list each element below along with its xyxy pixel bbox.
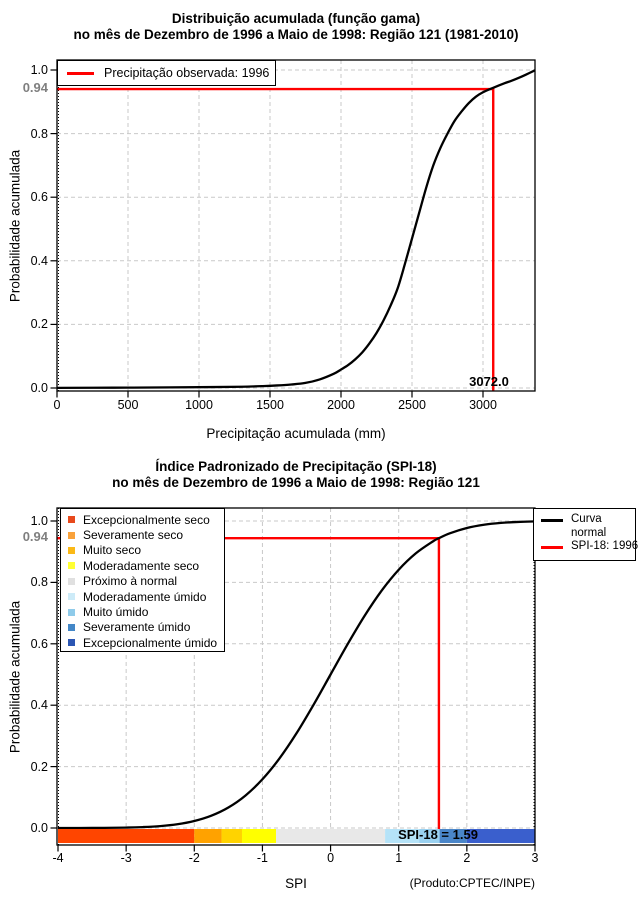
top-y-tick-label: 0.0 — [30, 381, 48, 395]
top-y-tick-label: 0.4 — [30, 253, 48, 268]
top-chart-title-line2: no mês de Dezembro de 1996 a Maio de 1998: Região 121 (1981-2010) — [73, 27, 519, 42]
category-color-swatch — [68, 516, 75, 523]
top-x-axis-label: Precipitação acumulada (mm) — [206, 426, 386, 441]
spi-category-legend — [60, 508, 225, 652]
bottom-y-tick-label: 0.4 — [30, 698, 48, 713]
observed-line-sample — [67, 72, 94, 75]
bottom-x-axis-label: SPI — [285, 876, 307, 891]
bottom-chart-title-line1: Índice Padronizado de Precipitação (SPI-18) — [155, 459, 437, 474]
bottom-y-axis-label: Probabilidade acumulada — [7, 600, 23, 754]
legend-item — [61, 512, 224, 527]
category-label: Severamente úmido — [83, 620, 191, 635]
category-color-swatch — [68, 547, 75, 554]
curve-legend-entry — [534, 540, 639, 554]
bottom-x-tick-label: 1 — [395, 851, 403, 865]
category-color-swatch — [68, 609, 75, 616]
category-color-swatch — [68, 593, 75, 600]
top-y-axis-label: Probabilidade acumulada — [7, 149, 23, 303]
bottom-x-tick-label: 3 — [531, 851, 539, 865]
top-x-tick-label: 2000 — [327, 398, 355, 412]
top-x-tick-label: 1000 — [185, 398, 213, 412]
category-label: Severamente seco — [83, 528, 184, 543]
category-color-swatch — [68, 562, 75, 569]
legend-item — [61, 527, 224, 542]
top-x-tick-label: 0 — [53, 398, 61, 412]
top-legend-label: Precipitação observada: 1996 — [104, 66, 270, 80]
top-y-tick-label: 0.6 — [30, 190, 48, 205]
top-y-tick-label: 1.0 — [30, 63, 48, 77]
bottom-x-tick-label: -2 — [188, 851, 200, 865]
bottom-observed-probability-label: 0.94 — [22, 529, 48, 544]
bottom-y-tick-label: 0.6 — [30, 636, 48, 651]
bottom-x-tick-label: -4 — [52, 851, 64, 865]
top-y-tick-label: 0.2 — [30, 317, 48, 332]
bottom-y-tick-label: 1.0 — [30, 514, 48, 528]
top-x-tick-label: 3000 — [469, 398, 497, 412]
bottom-x-tick-label: -1 — [256, 851, 268, 865]
category-color-swatch — [68, 578, 75, 585]
curve-legend-entry — [534, 513, 635, 540]
category-color-swatch — [68, 532, 75, 539]
source-note: (Produto:CPTEC/INPE) — [409, 876, 535, 890]
top-x-tick-label: 1500 — [256, 398, 284, 412]
category-label: Excepcionalmente seco — [83, 512, 210, 527]
bottom-x-tick-label: -3 — [120, 851, 132, 865]
category-label: Muito úmido — [83, 605, 149, 620]
curve-line-sample — [541, 519, 563, 522]
curve-legend-label: normal — [571, 526, 607, 539]
spi-value-annotation: SPI-18 = 1.59 — [398, 827, 478, 842]
category-color-swatch — [68, 639, 75, 646]
legend-item — [61, 589, 224, 604]
bottom-x-tick-label: 0 — [327, 851, 335, 865]
top-axis-ticks — [51, 70, 484, 398]
legend-item — [61, 620, 224, 635]
category-label: Moderadamente seco — [83, 558, 200, 573]
bottom-x-tick-label: 2 — [463, 851, 471, 865]
observed-precipitation-reference-line — [57, 89, 493, 391]
top-y-tick-label: 0.8 — [30, 126, 48, 141]
bottom-y-tick-label: 0.0 — [30, 821, 48, 835]
bottom-chart-title-line2: no mês de Dezembro de 1996 a Maio de 1998: Região 121 — [112, 475, 480, 490]
bottom-chart-curve-legend — [533, 508, 639, 561]
category-label: Moderadamente úmido — [83, 589, 207, 604]
top-observed-probability-label: 0.94 — [22, 80, 48, 95]
category-label: Próximo à normal — [83, 574, 178, 589]
legend-item — [61, 604, 224, 619]
top-chart-legend — [57, 60, 276, 86]
gamma-cdf-curve — [57, 70, 535, 388]
curve-line-sample — [541, 546, 563, 549]
top-x-tick-label: 500 — [117, 398, 139, 412]
curve-legend-label: SPI-18: 1996 — [571, 540, 639, 552]
legend-item — [61, 574, 224, 589]
legend-item — [61, 635, 224, 650]
category-label: Excepcionalmente úmido — [83, 635, 218, 650]
top-observed-precip-annotation: 3072.0 — [469, 374, 509, 389]
top-chart-title-line1: Distribuição acumulada (função gama) — [171, 11, 421, 26]
top-x-tick-label: 2500 — [398, 398, 426, 412]
category-label: Muito seco — [83, 543, 142, 558]
curve-legend-label: Curva — [571, 513, 602, 525]
bottom-y-tick-label: 0.2 — [30, 759, 48, 774]
bottom-y-tick-label: 0.8 — [30, 575, 48, 590]
category-color-swatch — [68, 624, 75, 631]
legend-item — [61, 543, 224, 558]
legend-item — [61, 558, 224, 573]
